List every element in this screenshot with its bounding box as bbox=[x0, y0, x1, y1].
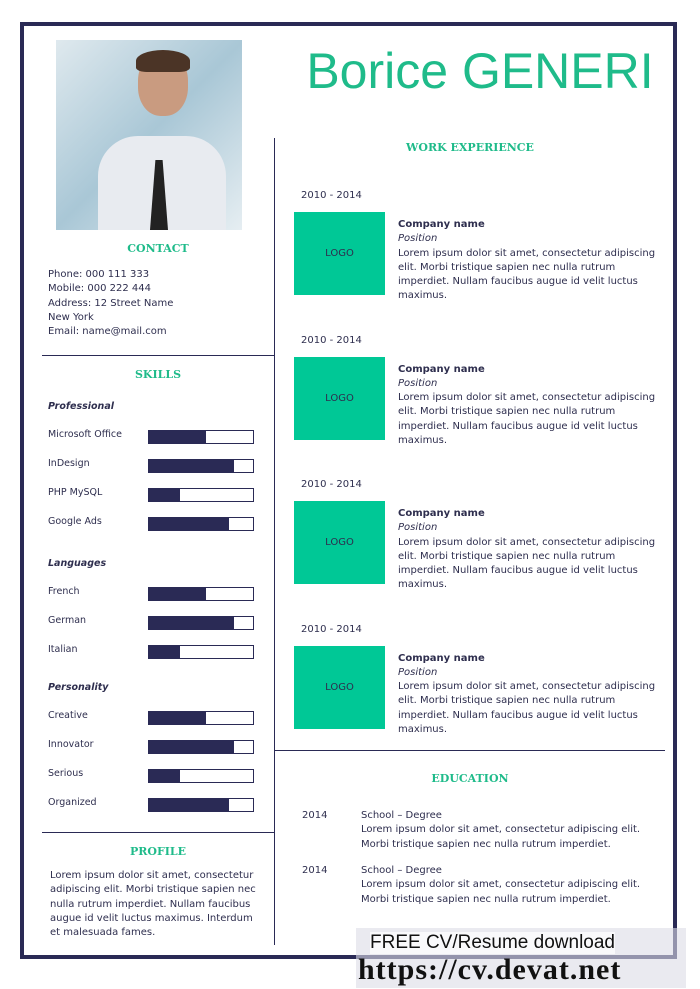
job-details bbox=[398, 363, 663, 449]
skill-label: PHP MySQL bbox=[48, 487, 103, 498]
company-name: Company name bbox=[398, 652, 485, 664]
contact-email: Email: name@mail.com bbox=[48, 326, 167, 338]
skill-level-bar bbox=[148, 769, 254, 783]
education-degree: School – Degree bbox=[361, 865, 442, 876]
job-dates: 2010 - 2014 bbox=[301, 479, 362, 490]
company-name: Company name bbox=[398, 363, 485, 375]
job-dates: 2010 - 2014 bbox=[301, 623, 362, 635]
skill-label: Italian bbox=[48, 644, 78, 655]
education-degree: School – Degree bbox=[361, 810, 442, 821]
photo-hair bbox=[136, 50, 190, 72]
skill-level-bar bbox=[148, 517, 254, 531]
skill-level-fill bbox=[149, 460, 234, 472]
education-year: 2014 bbox=[302, 865, 328, 876]
skill-level-fill bbox=[149, 712, 206, 724]
skill-level-fill bbox=[149, 799, 229, 811]
skill-label: French bbox=[48, 586, 80, 597]
candidate-name: Borice GENERI bbox=[306, 43, 654, 99]
skill-label: Organized bbox=[48, 797, 97, 808]
skill-group-title: Languages bbox=[48, 558, 107, 569]
job-description: Lorem ipsum dolor sit amet, consectetur adipiscing elit. Morbi tristique sapien nec nulla rutrum imperdiet. Nullam faucibus augue id velit luctus maximus. bbox=[398, 247, 656, 302]
skill-label: Creative bbox=[48, 710, 88, 721]
skill-level-bar bbox=[148, 711, 254, 725]
job-position: Position bbox=[398, 522, 438, 534]
skill-level-bar bbox=[148, 616, 254, 630]
skill-level-bar bbox=[148, 798, 254, 812]
job-position: Position bbox=[398, 666, 438, 678]
skill-level-bar bbox=[148, 459, 254, 473]
contact-phone: Phone: 000 111 333 bbox=[48, 269, 150, 280]
job-details bbox=[398, 507, 663, 593]
job-position: Position bbox=[398, 377, 438, 389]
column-divider bbox=[274, 138, 275, 945]
skill-level-fill bbox=[149, 646, 180, 658]
skill-level-fill bbox=[149, 489, 180, 501]
skill-level-bar bbox=[148, 740, 254, 754]
watermark-line1: FREE CV/Resume download bbox=[370, 932, 615, 953]
job-description: Lorem ipsum dolor sit amet, consectetur adipiscing elit. Morbi tristique sapien nec nulla rutrum imperdiet. Nullam faucibus augue id velit luctus maximus. bbox=[398, 392, 656, 446]
education-description: Lorem ipsum dolor sit amet, consectetur adipiscing elit. Morbi tristique sapien nec nulla rutrum imperdiet. bbox=[361, 824, 641, 850]
divider bbox=[42, 832, 274, 833]
watermark-url[interactable]: https://cv.devat.net bbox=[358, 953, 622, 986]
skill-level-fill bbox=[149, 588, 206, 600]
job-description: Lorem ipsum dolor sit amet, consectetur adipiscing elit. Morbi tristique sapien nec nulla rutrum imperdiet. Nullam faucibus augue id velit luctus maximus. bbox=[398, 681, 656, 735]
contact-heading: CONTACT bbox=[127, 242, 189, 255]
profile-text: Lorem ipsum dolor sit amet, consectetur adipiscing elit. Morbi tristique sapien nec nulla rutrum imperdiet. Nullam faucibus augue id velit luctus maximus. Interdum et malesuada fames. bbox=[50, 870, 256, 939]
skill-label: Microsoft Office bbox=[48, 429, 122, 440]
skill-label: InDesign bbox=[48, 458, 90, 469]
job-position: Position bbox=[398, 233, 438, 245]
skill-label: Serious bbox=[48, 768, 84, 779]
skill-label: German bbox=[48, 615, 87, 626]
skill-label: Innovator bbox=[48, 739, 94, 750]
education-description: Lorem ipsum dolor sit amet, consectetur adipiscing elit. Morbi tristique sapien nec nulla rutrum imperdiet. bbox=[361, 879, 641, 905]
work-heading: WORK EXPERIENCE bbox=[406, 141, 534, 154]
profile-heading: PROFILE bbox=[129, 845, 187, 858]
skill-label: Google Ads bbox=[48, 516, 102, 527]
job-description: Lorem ipsum dolor sit amet, consectetur adipiscing elit. Morbi tristique sapien nec nulla rutrum imperdiet. Nullam faucibus augue id velit luctus maximus. bbox=[398, 536, 656, 591]
divider bbox=[275, 750, 665, 751]
company-logo: LOGO bbox=[294, 501, 385, 584]
education-details bbox=[361, 809, 661, 852]
skill-group-title: Personality bbox=[48, 682, 109, 693]
skill-level-fill bbox=[149, 617, 234, 629]
skill-level-fill bbox=[149, 770, 180, 782]
job-dates: 2010 - 2014 bbox=[301, 334, 362, 346]
company-logo: LOGO bbox=[294, 646, 385, 729]
skill-level-fill bbox=[149, 518, 229, 530]
skill-level-fill bbox=[149, 741, 234, 753]
contact-mobile: Mobile: 000 222 444 bbox=[48, 283, 151, 295]
contact-address: Address: 12 Street Name bbox=[48, 297, 174, 309]
contact-info bbox=[48, 268, 173, 339]
skill-level-bar bbox=[148, 645, 254, 659]
education-details bbox=[361, 864, 661, 907]
skills-heading: SKILLS bbox=[134, 368, 182, 381]
company-name: Company name bbox=[398, 508, 485, 519]
job-dates: 2010 - 2014 bbox=[301, 190, 362, 201]
job-details bbox=[398, 218, 663, 304]
education-heading: EDUCATION bbox=[431, 772, 509, 785]
company-logo: LOGO bbox=[294, 212, 385, 295]
skill-level-bar bbox=[148, 488, 254, 502]
education-year: 2014 bbox=[302, 810, 328, 821]
skill-level-fill bbox=[149, 431, 206, 443]
divider bbox=[42, 355, 274, 356]
skill-level-bar bbox=[148, 430, 254, 444]
company-name: Company name bbox=[398, 219, 485, 230]
company-logo: LOGO bbox=[294, 357, 385, 440]
skill-level-bar bbox=[148, 587, 254, 601]
skill-group-title: Professional bbox=[48, 401, 114, 412]
job-details bbox=[398, 652, 663, 738]
contact-city: New York bbox=[48, 311, 94, 323]
